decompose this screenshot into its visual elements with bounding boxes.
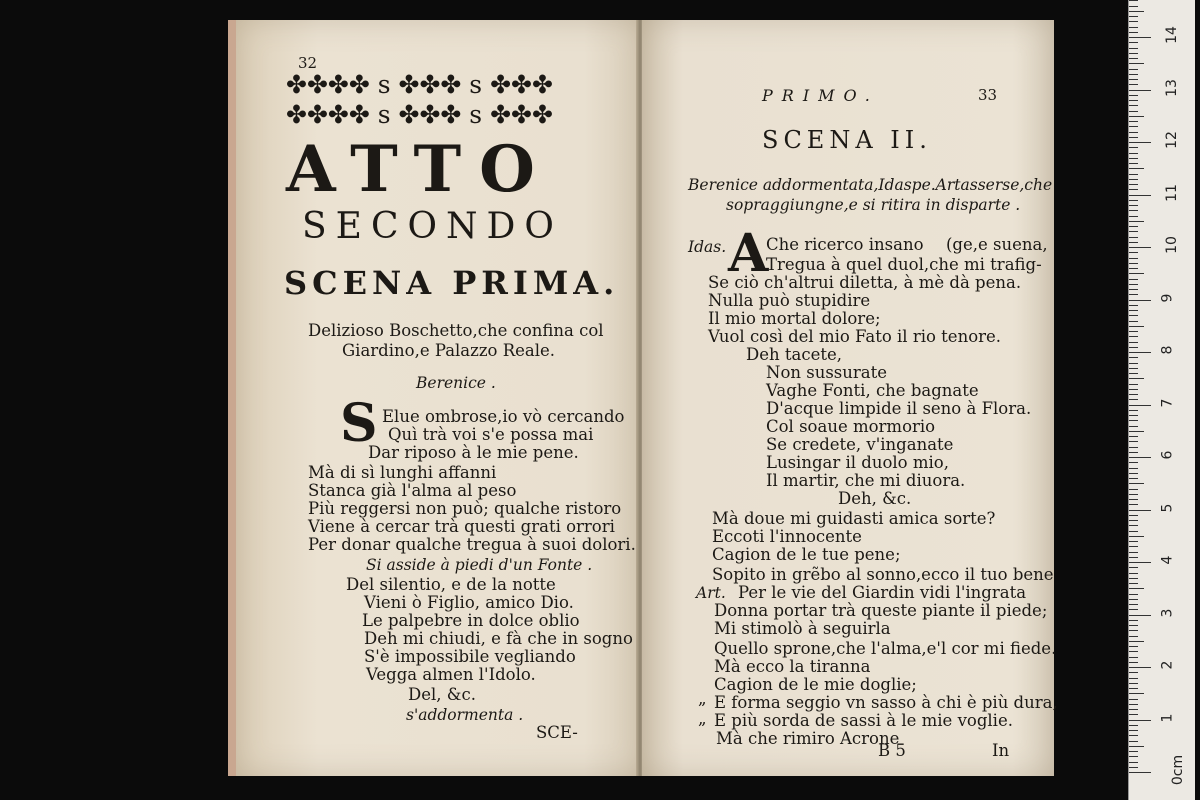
verse-line: Tregua à quel duol,che mi trafig- <box>766 255 1042 274</box>
ruler-tick <box>1129 42 1138 43</box>
ruler-tick <box>1129 704 1138 705</box>
verse-line: Non sussurate <box>766 363 888 382</box>
ruler-label: 5 <box>1159 503 1176 512</box>
ruler-tick <box>1129 242 1138 243</box>
ruler-tick <box>1129 37 1151 38</box>
ruler-tick <box>1129 667 1151 668</box>
speaker-artasserse: Art. <box>696 584 726 602</box>
verse-line: Deh, &c. <box>838 489 912 508</box>
ruler-label: 11 <box>1163 183 1180 202</box>
verse-line: Il mio mortal dolore; <box>708 309 881 328</box>
ruler-tick <box>1129 363 1138 364</box>
verse-line: Donna portar trà queste piante il piede; <box>714 601 1048 620</box>
ruler-tick <box>1129 546 1138 547</box>
ruler-label: 13 <box>1163 78 1180 97</box>
ruler-tick <box>1129 494 1138 495</box>
ruler-label: 1 <box>1159 713 1176 722</box>
verse-line: Elue ombrose,io vò cercando <box>382 407 625 426</box>
ruler-tick <box>1129 735 1138 736</box>
ruler-tick <box>1129 636 1138 637</box>
stage-direction-2: sopraggiungne,e si ritira in disparte . <box>726 196 1021 214</box>
ruler-tick <box>1129 510 1151 511</box>
ruler-tick <box>1129 179 1138 180</box>
scene-title-right: SCENA II. <box>762 126 932 154</box>
ruler-label: 4 <box>1159 555 1176 565</box>
ruler-tick <box>1129 573 1138 574</box>
ruler-tick <box>1129 153 1138 154</box>
ruler-tick <box>1129 405 1151 406</box>
open-book <box>228 20 1058 776</box>
ruler-tick <box>1129 168 1144 169</box>
ruler-tick <box>1129 16 1138 17</box>
verse-line: Quì trà voi s'e possa mai <box>388 425 594 444</box>
verse-line: Per donar qualche tregua à suoi dolori. <box>308 535 636 554</box>
ruler-tick <box>1129 279 1138 280</box>
ruler-tick <box>1129 105 1138 106</box>
ruler-tick <box>1129 342 1138 343</box>
ruler-tick <box>1129 252 1138 253</box>
ruler-tick <box>1129 683 1138 684</box>
signature-mark: B 5 <box>878 741 906 760</box>
left-page <box>228 20 646 776</box>
verse-line: Viene à cercar trà questi grati orrori <box>308 517 615 536</box>
verse-line: E più sorda de sassi à le mie voglie. <box>714 711 1013 730</box>
ruler-tick <box>1129 373 1138 374</box>
ruler-tick <box>1129 200 1138 201</box>
ruler-tick <box>1129 578 1138 579</box>
ruler-tick <box>1129 541 1138 542</box>
ruler-tick <box>1129 205 1138 206</box>
ruler-tick <box>1129 473 1138 474</box>
ruler-tick <box>1129 756 1138 757</box>
ruler-tick <box>1129 226 1138 227</box>
drop-cap: S <box>340 393 378 454</box>
ruler-label: 9 <box>1159 293 1176 302</box>
ruler-tick <box>1129 111 1138 112</box>
ruler-tick <box>1129 620 1138 621</box>
ruler-tick <box>1129 452 1138 453</box>
ruler-tick <box>1129 100 1138 101</box>
left-page-number: 32 <box>298 54 318 72</box>
ruler-tick <box>1129 247 1151 248</box>
verse-line-first-a: Che ricerco insano <box>766 235 924 254</box>
ruler-tick <box>1129 420 1138 421</box>
verse-line: Col soaue mormorio <box>766 417 936 436</box>
verse-line: Del silentio, e de la notte <box>346 575 556 594</box>
ruler-tick <box>1129 126 1138 127</box>
ruler-tick <box>1129 699 1138 700</box>
ruler-tick <box>1129 336 1138 337</box>
ruler-tick <box>1129 762 1138 763</box>
measurement-ruler <box>1128 0 1195 800</box>
ruler-tick <box>1129 604 1138 605</box>
ruler-tick <box>1129 231 1138 232</box>
ruler-tick <box>1129 21 1138 22</box>
ruler-tick <box>1129 174 1138 175</box>
verse-line: Deh tacete, <box>746 345 842 364</box>
verse-line: Quello sprone,che l'alma,e'l cor mi fiede. <box>714 639 1057 658</box>
ruler-tick <box>1129 6 1138 7</box>
ruler-tick <box>1129 268 1138 269</box>
ruler-tick <box>1129 90 1151 91</box>
ruler-tick <box>1129 352 1151 353</box>
ruler-tick <box>1129 347 1138 348</box>
ruler-tick <box>1129 504 1138 505</box>
ruler-tick <box>1129 63 1144 64</box>
ruler-tick <box>1129 431 1144 432</box>
ruler-tick <box>1129 410 1138 411</box>
ruler-tick <box>1129 74 1138 75</box>
ruler-tick <box>1129 163 1138 164</box>
ruler-label: 6 <box>1159 450 1176 460</box>
verse-line: Mi stimolò à seguirla <box>714 619 891 638</box>
ruler-tick <box>1129 263 1138 264</box>
ruler-label: 8 <box>1159 345 1176 355</box>
ruler-tick <box>1129 394 1138 395</box>
ruler-tick <box>1129 772 1151 773</box>
quote-mark-1: „ <box>698 689 707 708</box>
catchword: In <box>992 741 1010 760</box>
ruler-tick <box>1129 515 1138 516</box>
ruler-tick <box>1129 746 1144 747</box>
right-page <box>642 20 1058 776</box>
ruler-tick <box>1129 709 1138 710</box>
ruler-tick <box>1129 641 1144 642</box>
ruler-tick <box>1129 489 1138 490</box>
ruler-tick <box>1129 399 1138 400</box>
ruler-tick <box>1129 672 1138 673</box>
ruler-tick <box>1129 27 1138 28</box>
ruler-tick <box>1129 751 1138 752</box>
ruler-tick <box>1129 321 1138 322</box>
ruler-tick <box>1129 426 1138 427</box>
setting-line-1: Delizioso Boschetto,che confina col <box>308 321 604 340</box>
speaker-idaspe: Idas. <box>688 238 727 256</box>
ruler-tick <box>1129 520 1138 521</box>
ruler-tick <box>1129 462 1138 463</box>
ruler-tick <box>1129 326 1144 327</box>
ruler-tick <box>1129 468 1138 469</box>
ruler-tick <box>1129 536 1144 537</box>
verse-line: Nulla può stupidire <box>708 291 871 310</box>
verse-line: Mà ecco la tiranna <box>714 657 871 676</box>
setting-line-2: Giardino,e Palazzo Reale. <box>342 341 556 360</box>
verse-line: s'addormenta . <box>406 706 524 724</box>
ruler-tick <box>1129 436 1138 437</box>
ruler-tick <box>1129 594 1138 595</box>
ruler-tick <box>1129 132 1138 133</box>
ruler-label: 12 <box>1163 131 1180 149</box>
verse-line: Del, &c. <box>408 685 476 704</box>
ruler-tick <box>1129 499 1138 500</box>
verse-line: Più reggersi non può; qualche ristoro <box>308 499 622 518</box>
verse-line: Per le vie del Giardin vidi l'ingrata <box>738 583 1027 602</box>
ruler-tick <box>1129 725 1138 726</box>
ruler-tick <box>1129 562 1151 563</box>
ruler-tick <box>1129 767 1138 768</box>
verse-line: Vaghe Fonti, che bagnate <box>766 381 979 400</box>
ruler-tick <box>1129 273 1144 274</box>
ruler-tick <box>1129 195 1151 196</box>
ruler-tick <box>1129 79 1138 80</box>
ruler-tick <box>1129 389 1138 390</box>
ruler-tick <box>1129 525 1138 526</box>
ruler-label: 3 <box>1159 608 1176 617</box>
ruler-label: 14 <box>1163 26 1180 44</box>
ruler-tick <box>1129 11 1144 12</box>
ruler-tick <box>1129 368 1138 369</box>
ruler-tick <box>1129 615 1151 616</box>
ruler-tick <box>1129 69 1138 70</box>
verse-line: Vuol così del mio Fato il rio tenore. <box>708 327 1002 346</box>
ruler-label: 10 <box>1163 236 1180 254</box>
ruler-label: 0cm <box>1170 754 1187 786</box>
quote-mark-2: „ <box>698 709 707 728</box>
verse-line: Vieni ò Figlio, amico Dio. <box>364 593 574 612</box>
ruler-tick <box>1129 557 1138 558</box>
ruler-tick <box>1129 258 1138 259</box>
ruler-tick <box>1129 447 1138 448</box>
ruler-tick <box>1129 457 1151 458</box>
verse-line: Se ciò ch'altrui diletta, à mè dà pena. <box>708 273 1022 292</box>
ruler-tick <box>1129 646 1138 647</box>
ruler-tick <box>1129 678 1138 679</box>
verse-line: D'acque limpide il seno à Flora. <box>766 399 1032 418</box>
ruler-tick <box>1129 730 1138 731</box>
scene-title: SCENA PRIMA. <box>284 264 620 302</box>
ruler-tick <box>1129 662 1138 663</box>
verse-line: S'è impossibile vegliando <box>364 647 576 666</box>
ruler-tick <box>1129 315 1138 316</box>
ruler-tick <box>1129 583 1138 584</box>
right-page-number: 33 <box>978 86 998 104</box>
ruler-tick <box>1129 478 1138 479</box>
ruler-tick <box>1129 331 1138 332</box>
ruler-tick <box>1129 688 1138 689</box>
verse-line: Se credete, v'inganate <box>766 435 954 454</box>
verse-line-first-b: (ge,e suena, <box>946 235 1048 254</box>
ruler-tick <box>1129 741 1138 742</box>
act-title: ATTO <box>286 132 553 207</box>
verse-line: Eccoti l'innocente <box>712 527 862 546</box>
ruler-tick <box>1129 609 1138 610</box>
ruler-tick <box>1129 357 1138 358</box>
verse-line: Sopito in grẽbo al sonno,ecco il tuo bene <box>712 565 1054 584</box>
ruler-tick <box>1129 58 1138 59</box>
verse-line: Cagion de le mie doglie; <box>714 675 917 694</box>
verse-line: SCE- <box>536 723 578 742</box>
ruler-tick <box>1129 714 1138 715</box>
drop-cap-right: A <box>728 223 769 284</box>
ruler-tick <box>1129 305 1138 306</box>
ruler-tick <box>1129 184 1138 185</box>
ruler-tick <box>1129 53 1138 54</box>
ruler-tick <box>1129 693 1144 694</box>
ruler-tick <box>1129 300 1151 301</box>
ruler-tick <box>1129 142 1151 143</box>
ruler-tick <box>1129 378 1144 379</box>
ruler-tick <box>1129 625 1138 626</box>
ruler-tick <box>1129 651 1138 652</box>
ruler-tick <box>1129 210 1138 211</box>
ruler-tick <box>1129 294 1138 295</box>
ruler-tick <box>1129 384 1138 385</box>
verse-line: Cagion de le tue pene; <box>712 545 901 564</box>
ruler-label: 7 <box>1159 398 1176 407</box>
verse-line: Le palpebre in dolce oblio <box>362 611 580 630</box>
verse-line: Mà che rimiro Acrone <box>716 729 900 748</box>
ornament-band-top: ✤✤✤✤ s ✤✤✤ s ✤✤✤ <box>286 70 553 99</box>
ruler-tick <box>1129 567 1138 568</box>
running-head: PRIMO. <box>762 86 879 105</box>
ruler-tick <box>1129 531 1138 532</box>
ruler-tick <box>1129 441 1138 442</box>
verse-line: Mà doue mi guidasti amica sorte? <box>712 509 996 528</box>
ruler-tick <box>1129 310 1138 311</box>
ruler-tick <box>1129 137 1138 138</box>
ruler-tick <box>1129 32 1138 33</box>
verse-line: Dar riposo à le mie pene. <box>368 443 579 462</box>
ruler-tick <box>1129 289 1138 290</box>
verse-line: E forma seggio vn sasso à chi è più dura, <box>714 693 1058 712</box>
act-number: SECONDO <box>302 206 563 247</box>
ruler-tick <box>1129 237 1138 238</box>
ruler-tick <box>1129 415 1138 416</box>
ruler-tick <box>1129 48 1138 49</box>
ruler-tick <box>1129 720 1151 721</box>
verse-line: Lusingar il duolo mio, <box>766 453 949 472</box>
stage-direction-1: Berenice addormentata,Idaspe.Artasserse,che <box>688 176 1053 194</box>
ruler-tick <box>1129 552 1138 553</box>
ruler-tick <box>1129 284 1138 285</box>
ruler-label: 2 <box>1159 660 1176 670</box>
ruler-tick <box>1129 116 1144 117</box>
ruler-tick <box>1129 121 1138 122</box>
ruler-tick <box>1129 189 1138 190</box>
verse-line: Mà di sì lunghi affanni <box>308 463 497 482</box>
verse-line: Si asside à piedi d'un Fonte . <box>366 556 593 574</box>
verse-line: Stanca già l'alma al peso <box>308 481 517 500</box>
ruler-tick <box>1129 630 1138 631</box>
ruler-tick <box>1129 483 1144 484</box>
ruler-tick <box>1129 599 1138 600</box>
speaker-berenice: Berenice . <box>416 374 496 392</box>
ruler-tick <box>1129 221 1144 222</box>
verse-line: Deh mi chiudi, e fà che in sogno <box>364 629 633 648</box>
ruler-tick <box>1129 216 1138 217</box>
ruler-tick <box>1129 95 1138 96</box>
ruler-tick <box>1129 147 1138 148</box>
ruler-tick <box>1129 0 1138 1</box>
ruler-tick <box>1129 657 1138 658</box>
ruler-tick <box>1129 158 1138 159</box>
ornament-band-bottom: ✤✤✤✤ s ✤✤✤ s ✤✤✤ <box>286 100 553 129</box>
ruler-tick <box>1129 84 1138 85</box>
verse-line: Il martir, che mi diuora. <box>766 471 966 490</box>
ruler-tick <box>1129 588 1144 589</box>
verse-line: Vegga almen l'Idolo. <box>366 665 536 684</box>
